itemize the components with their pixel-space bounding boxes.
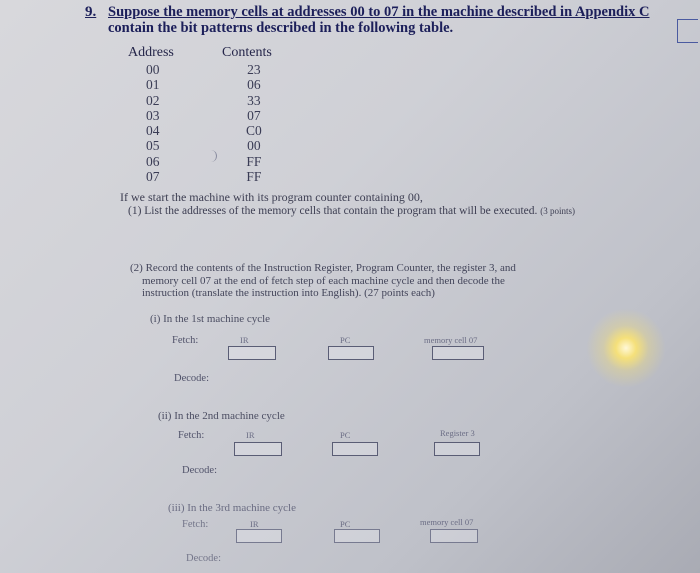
cycle-2-ir-label: IR [246,430,255,440]
cycle-3-title: (iii) In the 3rd machine cycle [168,502,296,514]
question-text-line-1: Suppose the memory cells at addresses 00 to 07 in the machine described in Appendix C [108,4,650,20]
part-1-question: (1) List the addresses of the memory cells that contain the program that will be executed. [128,205,538,217]
table-header-address: Address [128,45,174,60]
table-cell-address: 05 [146,138,160,154]
cycle-2-ir-box[interactable] [234,442,282,456]
table-cell-contents: 00 [247,138,261,154]
cycle-3-pc-box[interactable] [334,529,380,543]
intro-text: If we start the machine with its program counter containing 00, [120,190,423,204]
cycle-1-title: (i) In the 1st machine cycle [150,313,271,325]
cycle-2-fetch-label: Fetch: [178,430,205,441]
table-cell-contents: C0 [246,123,262,139]
table-cell-contents: 33 [247,92,261,108]
cycle-1-col3-label: memory cell 07 [424,335,478,345]
answer-box-edge [677,19,698,43]
light-glare [586,308,666,388]
question-number: 9. [85,4,97,20]
cycle-1-fetch-label: Fetch: [172,335,199,346]
table-cell-contents: FF [246,169,262,185]
cycle-2-col3-label: Register 3 [440,428,475,438]
question-text-line-2: contain the bit patterns described in the following table. [108,20,454,36]
cycle-3-pc-label: PC [340,519,351,529]
cycle-3-ir-box[interactable] [236,529,282,543]
cycle-3-fetch-label: Fetch: [182,519,209,530]
cycle-3-col3-box[interactable] [430,529,478,543]
contents-column [246,62,262,184]
table-cell-contents: 06 [247,77,261,93]
table-cell-address: 00 [146,62,160,77]
cycle-1-ir-label: IR [240,335,249,345]
table-cell-address: 07 [146,169,160,185]
cycle-2-pc-box[interactable] [332,442,378,456]
table-cell-contents: FF [246,153,262,169]
part-2-line-3: instruction (translate the instruction into English). (27 points each) [142,287,435,299]
table-header-contents: Contents [222,45,272,60]
cycle-2-pc-label: PC [340,430,351,440]
cycle-1-ir-box[interactable] [228,346,276,360]
table-cell-address: 03 [146,107,160,123]
cycle-3-decode-label: Decode: [186,553,221,564]
cycle-1-decode-label: Decode: [174,373,209,384]
cycle-2-decode-label: Decode: [182,465,217,476]
table-cell-address: 04 [146,123,160,139]
table-cell-contents: 07 [247,107,261,123]
cycle-1-col3-box[interactable] [432,346,484,360]
cycle-1-pc-label: PC [340,335,351,345]
part-1-points: (3 points) [540,206,576,216]
address-column [146,62,160,184]
cycle-2-title: (ii) In the 2nd machine cycle [158,410,285,422]
part-2-text [130,262,570,300]
part-1-text [128,205,575,217]
cycle-2-col3-box[interactable] [434,442,480,456]
table-cell-address: 06 [146,153,160,169]
table-cell-address: 02 [146,92,160,108]
cycle-1-pc-box[interactable] [328,346,374,360]
table-cell-contents: 23 [247,62,261,77]
cycle-3-col3-label: memory cell 07 [420,517,474,527]
part-2-line-2: memory cell 07 at the end of fetch step of each machine cycle and then decode the [142,274,505,287]
cycle-3-ir-label: IR [250,519,259,529]
part-2-line-1: (2) Record the contents of the Instruction Register, Program Counter, the register 3, and [130,262,516,274]
pen-mark [206,150,217,162]
table-cell-address: 01 [146,77,160,93]
